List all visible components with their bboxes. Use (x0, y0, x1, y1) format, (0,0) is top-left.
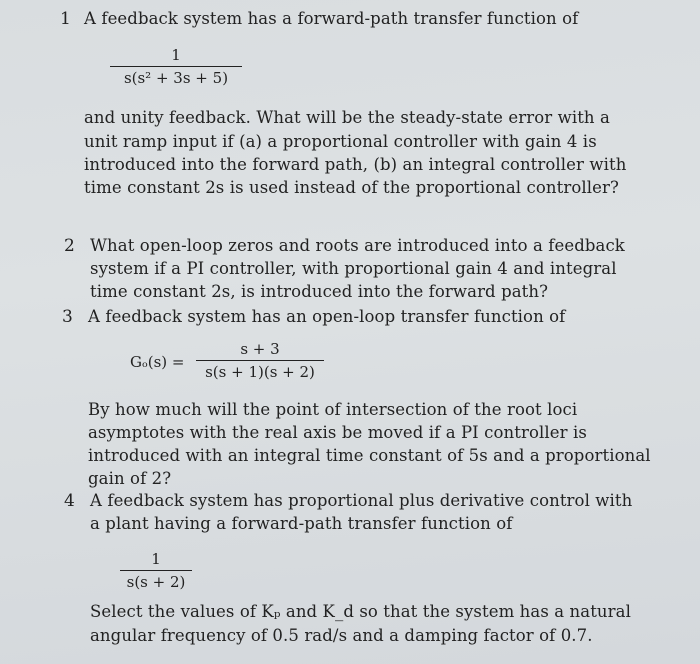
q1-fraction-bar (110, 66, 242, 67)
q4-fraction-bar (120, 570, 192, 571)
question-1-intro: A feedback system has a forward-path transfer function of (84, 9, 579, 28)
question-3-transfer-function (196, 340, 324, 381)
question-4-line-1: A feedback system has proportional plus derivative control with (90, 491, 633, 510)
question-4-transfer-function (120, 550, 192, 591)
q3-equation-lhs: Gₒ(s) = (130, 353, 185, 371)
question-4-line-4: angular frequency of 0.5 rad/s and a damping factor of 0.7. (90, 626, 593, 645)
q1-tf-denominator: s(s² + 3s + 5) (123, 69, 229, 87)
question-4-number: 4 (64, 491, 75, 511)
question-3-line-1: By how much will the point of intersection of the root loci (88, 400, 578, 419)
q3-tf-denominator: s(s + 1)(s + 2) (205, 363, 315, 381)
question-4-line-2: a plant having a forward-path transfer function of (90, 514, 513, 533)
question-3-line-4: gain of 2? (88, 469, 172, 488)
q4-tf-numerator: 1 (151, 550, 161, 568)
question-2-line-2: system if a PI controller, with proportional gain 4 and integral (90, 259, 617, 278)
q3-tf-numerator: s + 3 (240, 340, 280, 358)
question-3-number: 3 (62, 307, 73, 327)
question-3-line-2: asymptotes with the real axis be moved if a PI controller is (88, 423, 587, 442)
question-1-line-3: introduced into the forward path, (b) an integral controller with (84, 155, 627, 174)
question-1-transfer-function (110, 46, 242, 87)
question-2-number: 2 (64, 236, 75, 256)
q4-tf-denominator: s(s + 2) (126, 573, 186, 591)
question-1-line-2: unit ramp input if (a) a proportional controller with gain 4 is (84, 132, 597, 151)
question-2-line-1: What open-loop zeros and roots are introduced into a feedback (90, 236, 625, 255)
question-1-line-4: time constant 2s is used instead of the proportional controller? (84, 178, 619, 197)
question-1-line-1: and unity feedback. What will be the steady-state error with a (84, 108, 610, 127)
question-3-intro: A feedback system has an open-loop transfer function of (88, 307, 566, 326)
question-3-line-3: introduced with an integral time constant of 5s and a proportional (88, 446, 651, 465)
q3-fraction-bar (196, 360, 324, 361)
question-4-line-3: Select the values of Kₚ and K_d so that the system has a natural (90, 602, 631, 621)
q1-tf-numerator: 1 (171, 46, 181, 64)
question-1-number: 1 (60, 9, 71, 29)
question-2-line-3: time constant 2s, is introduced into the forward path? (90, 282, 549, 301)
